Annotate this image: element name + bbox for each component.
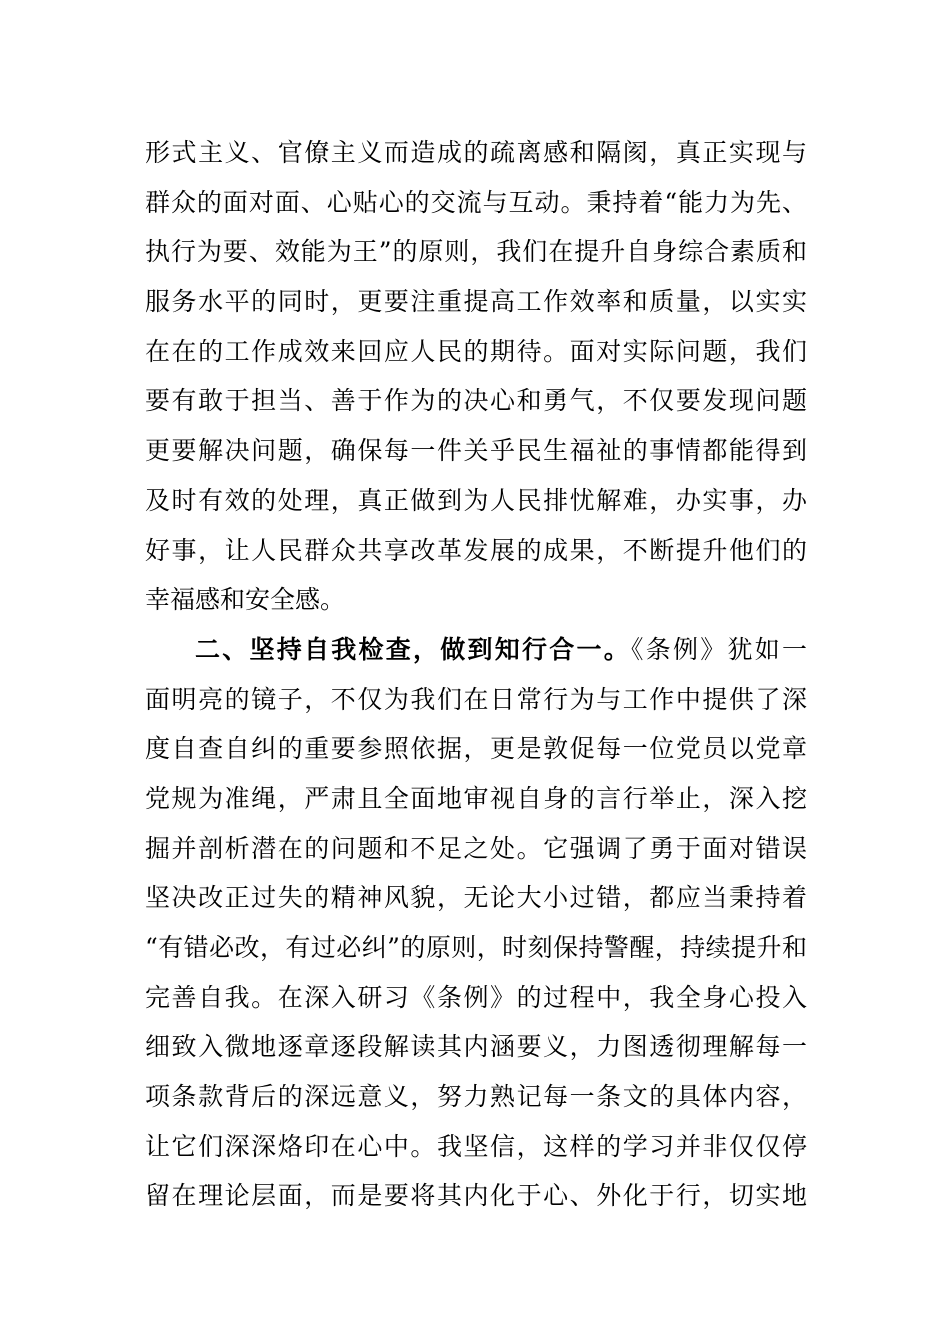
text-line: 面明亮的镜子，不仅为我们在日常行为与工作中提供了深 (145, 684, 807, 714)
text-line: 坚决改正过失的精神风貌，无论大小过错，都应当秉持着 (145, 883, 807, 913)
text-line: 及时有效的处理，真正做到为人民排忧解难，办实事，办 (145, 485, 807, 515)
text-line-with-heading (145, 625, 807, 675)
text-line: 在在的工作成效来回应人民的期待。面对实际问题，我们 (145, 336, 807, 366)
text-line: 好事，让人民群众共享改革发展的成果，不断提升他们的 (145, 535, 807, 565)
text-line: 执行为要、效能为王”的原则，我们在提升自身综合素质和 (145, 237, 807, 267)
text-line: 项条款背后的深远意义，努力熟记每一条文的具体内容， (145, 1082, 807, 1112)
text-line: 掘并剖析潜在的问题和不足之处。它强调了勇于面对错误 (145, 833, 807, 863)
text-line: 留在理论层面，而是要将其内化于心、外化于行，切实地 (145, 1181, 807, 1211)
paragraph-2 (145, 625, 807, 1221)
text-line: 形式主义、官僚主义而造成的疏离感和隔阂，真正实现与 (145, 138, 807, 167)
text-line: 服务水平的同时，更要注重提高工作效率和质量，以实实 (145, 287, 807, 317)
heading-line-rest: 《条例》犹如一 (630, 634, 807, 664)
text-line: 群众的面对面、心贴心的交流与互动。秉持着“能力为先、 (145, 187, 807, 217)
text-line: 让它们深深烙印在心中。我坚信，这样的学习并非仅仅停 (145, 1131, 807, 1161)
text-line: 党规为准绳，严肃且全面地审视自身的言行举止，深入挖 (145, 783, 807, 813)
section-heading: 二、坚持自我检查，做到知行合一。 (195, 634, 631, 664)
text-line: 要有敢于担当、善于作为的决心和勇气，不仅要发现问题 (145, 386, 807, 416)
paragraph-1 (145, 128, 807, 625)
text-line: “有错必改，有过必纠”的原则，时刻保持警醒，持续提升和 (145, 933, 807, 962)
text-line: 完善自我。在深入研习《条例》的过程中，我全身心投入 (145, 982, 807, 1012)
text-line: 细致入微地逐章逐段解读其内涵要义，力图透彻理解每一 (145, 1032, 807, 1062)
text-line: 度自查自纠的重要参照依据，更是敦促每一位党员以党章 (145, 734, 807, 764)
text-line: 幸福感和安全感。 (145, 585, 346, 615)
text-line: 更要解决问题，确保每一件关乎民生福祉的事情都能得到 (145, 436, 807, 466)
document-body (145, 128, 807, 1221)
